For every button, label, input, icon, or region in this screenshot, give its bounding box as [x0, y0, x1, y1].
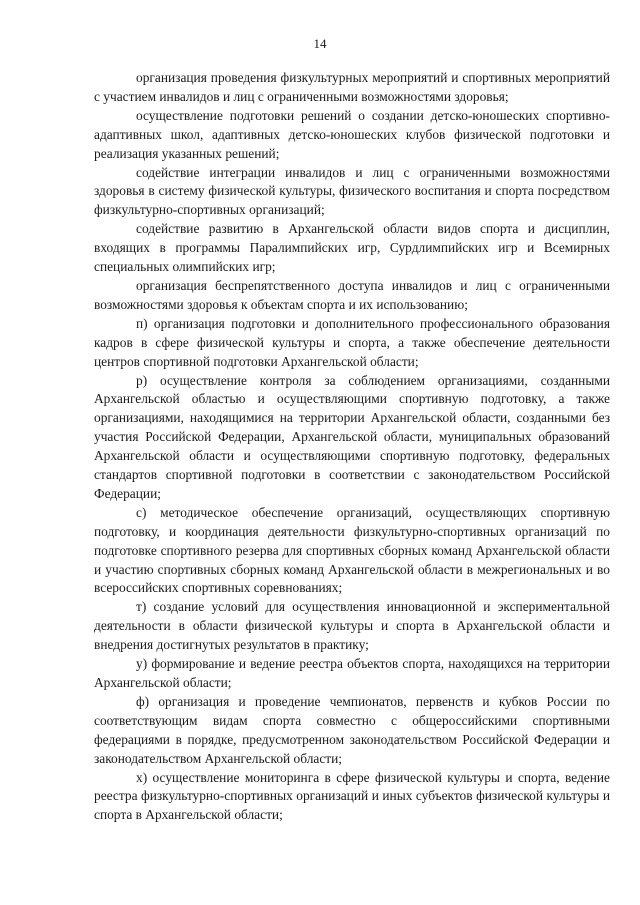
- paragraph: содействие интеграции инвалидов и лиц с ограниченными возможностями здоровья в систему физической культуры, физического воспитания и спорта посредством физкультурно-спортивных организаций;: [94, 164, 610, 218]
- paragraph-item-r: р) осуществление контроля за соблюдением организациями, созданными Архангельской областью и осуществляющими спортивную подготовку, а также организациями, находящимися на территории Архангельской области, созданными без участия Российской Федерации, Архангельской области, муниципальных образований Архангельской области и осуществляющими спортивную подготовку, федеральных стандартов спортивной подготовки в соответствии с законодательством Российской Федерации;: [94, 372, 610, 501]
- paragraph: осуществление подготовки решений о создании детско-юношеских спортивно-адаптивных школ, адаптивных детско-юношеских клубов физической подготовки и реализация указанных решений;: [94, 107, 610, 161]
- paragraph-item-h: х) осуществление мониторинга в сфере физической культуры и спорта, ведение реестра физкультурно-спортивных организаций и иных субъектов физической культуры и спорта в Архангельской области;: [94, 769, 610, 823]
- paragraph-item-s: с) методическое обеспечение организаций, осуществляющих спортивную подготовку, и координация деятельности физкультурно-спортивных организаций по подготовке спортивного резерва для спортивных сборных команд Архангельской области и участию спортивных сборных команд Архангельской области в межрегиональных и во всероссийских спортивных соревнованиях;: [94, 504, 610, 596]
- paragraph-item-f: ф) организация и проведение чемпионатов, первенств и кубков России по соответствующим видам спорта совместно с общероссийскими спортивными федерациями в порядке, предусмотренном законодательством Российской Федерации и законодательством Архангельской области;: [94, 693, 610, 766]
- paragraph-item-u: у) формирование и ведение реестра объектов спорта, находящихся на территории Архангельской области;: [94, 656, 610, 690]
- page-number: 14: [313, 36, 327, 51]
- paragraph: организация беспрепятственного доступа инвалидов и лиц с ограниченными возможностями здоровья к объектам спорта и их использованию;: [94, 277, 610, 312]
- paragraph-item-p: п) организация подготовки и дополнительного профессионального образования кадров в сфере физической культуры и спорта, а также обеспечение деятельности центров спортивной подготовки Архангельской области;: [94, 315, 610, 369]
- document-body: [94, 69, 610, 825]
- paragraph-item-t: т) создание условий для осуществления инновационной и экспериментальной деятельности в области физической культуры и спорта в Архангельской области и внедрения достигнутых результатов в практику;: [94, 599, 610, 653]
- paragraph: организация проведения физкультурных мероприятий и спортивных мероприятий с участием инвалидов и лиц с ограниченными возможностями здоровья;: [94, 70, 610, 104]
- paragraph: содействие развитию в Архангельской области видов спорта и дисциплин, входящих в программы Паралимпийских игр, Сурдлимпийских игр и Всемирных специальных олимпийских игр;: [94, 221, 610, 275]
